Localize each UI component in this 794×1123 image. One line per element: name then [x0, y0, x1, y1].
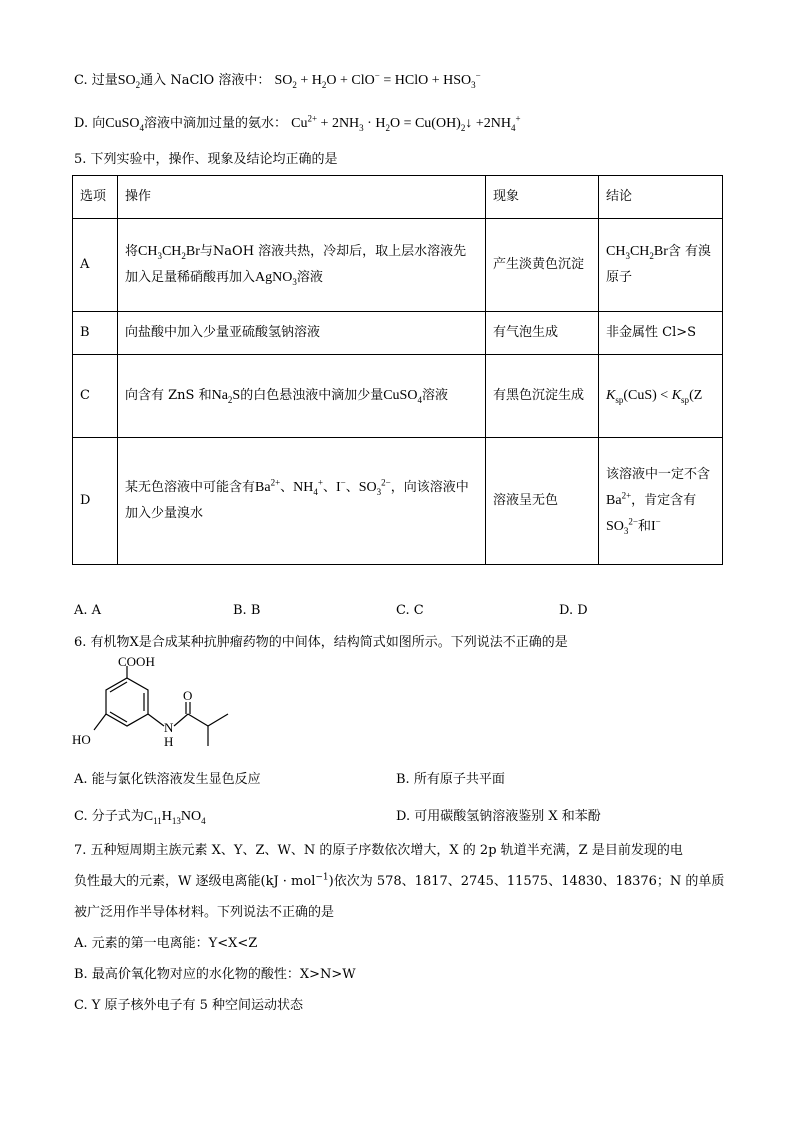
- s: 2: [181, 250, 186, 261]
- t: 、: [345, 480, 359, 495]
- bond: [94, 714, 106, 730]
- q7-stem-line1: 7. 五种短周期主族元素 X、Y、Z、W、N 的原子序数依次增大，X 的 2p 轨道半充满，Z 是目前发现的电: [74, 843, 683, 858]
- s: 4: [313, 486, 318, 497]
- s: 3: [623, 525, 629, 536]
- t: C: [143, 809, 154, 824]
- formula: [105, 116, 144, 131]
- formula: [606, 244, 668, 259]
- t: I: [651, 519, 656, 534]
- p: 2+: [621, 490, 632, 501]
- s: 4: [510, 122, 516, 133]
- s: 3: [157, 250, 162, 261]
- formula: [383, 388, 422, 403]
- s: 3: [376, 486, 382, 497]
- formula: [606, 516, 638, 536]
- bond: [188, 714, 208, 726]
- s: 4: [139, 122, 144, 133]
- t: O + ClO: [326, 73, 375, 88]
- formula: [606, 490, 632, 508]
- operation-cell: [118, 438, 486, 565]
- q4-option-d: [74, 115, 521, 133]
- conclusion-cell: [599, 355, 723, 438]
- formula: [144, 809, 206, 824]
- t: CH: [138, 244, 158, 259]
- q6-option-c: [74, 805, 206, 825]
- t: 将: [125, 244, 139, 259]
- t: SO: [358, 480, 377, 495]
- q5-option-b: B. B: [233, 603, 261, 618]
- formula: [138, 244, 200, 259]
- q6-option-d: D. 可用碳酸氢钠溶液鉴别 X 和苯酚: [396, 809, 601, 824]
- t: + H: [296, 73, 322, 88]
- t: + 2NH: [317, 116, 360, 131]
- experiment-table: [72, 175, 723, 565]
- t: SO: [606, 519, 624, 534]
- row-label: C: [73, 355, 118, 438]
- t: 的白色悬浊液中滴加少量: [240, 388, 384, 403]
- t: 向含有 ZnS 和: [125, 388, 212, 403]
- conclusion-cell: 非金属性 Cl>S: [599, 312, 723, 355]
- label-ho: HO: [72, 732, 91, 747]
- phenomenon-cell: 产生淡黄色沉淀: [486, 219, 599, 312]
- s: 4: [201, 815, 206, 826]
- s: 3: [471, 79, 476, 90]
- s: 2: [385, 122, 390, 133]
- text: NaClO: [170, 73, 215, 88]
- s: sp: [681, 394, 690, 405]
- formula: [255, 477, 281, 495]
- row-label: B: [73, 312, 118, 355]
- table-header-row: [73, 176, 723, 219]
- p: +: [515, 113, 521, 124]
- bond: [148, 714, 164, 726]
- t: CuSO: [105, 116, 140, 131]
- s: 2: [227, 394, 233, 405]
- table-row: [73, 438, 723, 565]
- t: ↓ +2NH: [465, 116, 511, 131]
- s: 2: [460, 122, 466, 133]
- q7-stem-line3: 被广泛用作半导体材料。下列说法不正确的是: [74, 905, 335, 920]
- s: 2: [649, 250, 654, 261]
- phenomenon-cell: 溶液呈无色: [486, 438, 599, 565]
- conclusion-cell: [599, 219, 723, 312]
- t: Ba: [255, 480, 271, 495]
- q6-stem: 6. 有机物X是合成某种抗肿瘤药物的中间体，结构简式如图所示。下列说法不正确的是: [74, 635, 568, 650]
- operation-cell: [118, 219, 486, 312]
- conclusion-cell: [599, 438, 723, 565]
- s: 4: [417, 394, 422, 405]
- bond: [174, 714, 188, 726]
- t: CuSO: [383, 388, 418, 403]
- t: S: [232, 388, 241, 403]
- t: 含 有溴原子: [606, 244, 712, 285]
- benzene-ring: [106, 678, 148, 726]
- t: · H: [363, 116, 386, 131]
- s: 11: [153, 815, 162, 826]
- p: 2−: [628, 516, 638, 527]
- t: SO: [117, 73, 136, 88]
- formula: [293, 477, 323, 497]
- t: CH: [161, 244, 182, 259]
- structure-diagram: [70, 656, 250, 751]
- t: Br: [185, 244, 200, 259]
- s: 3: [292, 276, 297, 287]
- s: 3: [359, 122, 364, 133]
- s: 2: [292, 79, 297, 90]
- t: ，肯定含有: [631, 493, 697, 508]
- q5-option-d: D. D: [559, 603, 588, 618]
- t: (Z: [689, 388, 703, 403]
- t: Cu: [291, 116, 308, 131]
- t: 和: [637, 519, 651, 534]
- t: I: [336, 480, 341, 495]
- q5-option-a: A. A: [74, 603, 102, 618]
- formula: [336, 477, 346, 495]
- t: K: [671, 388, 682, 403]
- q5-stem: 5. 下列实验中，操作、现象及结论均正确的是: [74, 152, 338, 167]
- header-cell: 操作: [118, 176, 486, 219]
- t: (CuS) <: [623, 388, 672, 403]
- q6-option-a: A. 能与氯化铁溶液发生显色反应: [74, 772, 261, 787]
- text: D. 向: [74, 116, 106, 131]
- phenomenon-cell: 有黑色沉淀生成: [486, 355, 599, 438]
- header-cell: 现象: [486, 176, 599, 219]
- equation: [291, 113, 521, 133]
- table-row: [73, 219, 723, 312]
- label-h: H: [164, 734, 174, 749]
- p: −: [655, 516, 661, 527]
- text: C. 过量: [74, 73, 118, 88]
- t: C. 分子式为: [74, 809, 144, 824]
- operation-cell: 向盐酸中加入少量亚硫酸氢钠溶液: [118, 312, 486, 355]
- formula: [118, 73, 140, 88]
- formula: [651, 516, 661, 534]
- t: NO: [180, 809, 202, 824]
- t: )依次为 578、1817、2745、11575、14830、18376；N 的单质: [328, 874, 725, 889]
- s: 2: [135, 79, 141, 90]
- t: 某无色溶液中可能含有: [125, 480, 256, 495]
- text: 通入: [140, 73, 167, 88]
- p: +: [317, 477, 323, 488]
- q7-option-b: B. 最高价氧化物对应的水化物的酸性：X>N>W: [74, 967, 356, 982]
- q5-option-c: C. C: [396, 603, 424, 618]
- p: −: [374, 70, 380, 81]
- formula: [358, 477, 391, 497]
- t: K: [606, 388, 616, 403]
- phenomenon-cell: 有气泡生成: [486, 312, 599, 355]
- t: 溶液: [421, 388, 448, 403]
- t: NH: [293, 480, 314, 495]
- formula: [212, 388, 241, 403]
- label-n: N: [164, 720, 174, 735]
- p: 2+: [270, 477, 281, 488]
- t: H: [161, 809, 172, 824]
- t: AgNO: [255, 270, 293, 285]
- q7-stem-line2: [74, 873, 724, 891]
- table-row: [73, 355, 723, 438]
- p: 2+: [307, 113, 318, 124]
- t: 负性最大的元素，W 逐级电离能(kJ · mol: [74, 874, 316, 889]
- q7-option-c: C. Y 原子核外电子有 5 种空间运动状态: [74, 998, 303, 1013]
- t: CH: [629, 244, 650, 259]
- s: sp: [615, 394, 624, 405]
- q4-option-c: [74, 72, 481, 90]
- t: Br: [653, 244, 668, 259]
- p: −: [475, 70, 481, 81]
- label-cooh: COOH: [118, 656, 155, 669]
- bond: [208, 714, 228, 726]
- t: 溶液: [296, 270, 323, 285]
- q7-option-a: A. 元素的第一电离能：Y<X<Z: [74, 936, 258, 951]
- header-cell: 选项: [73, 176, 118, 219]
- text: 溶液中滴加过量的氨水：: [143, 116, 287, 131]
- s: 3: [625, 250, 630, 261]
- row-label: A: [73, 219, 118, 312]
- header-cell: 结论: [599, 176, 723, 219]
- p: 2−: [381, 477, 391, 488]
- row-label: D: [73, 438, 118, 565]
- t: = HClO + HSO: [379, 73, 472, 88]
- equation: [274, 70, 481, 90]
- t: 该溶液中一定不含: [606, 467, 711, 482]
- p: −: [340, 477, 346, 488]
- t: 、: [322, 480, 336, 495]
- t: SO: [274, 73, 293, 88]
- t: ，向该溶液中加入少量溴水: [125, 480, 469, 521]
- text: 溶液中：: [218, 73, 271, 88]
- t: Na: [211, 388, 228, 403]
- t: 、: [280, 480, 294, 495]
- s: 2: [321, 79, 327, 90]
- operation-cell: [118, 355, 486, 438]
- table-row: [73, 312, 723, 355]
- t: 与NaOH 溶液共热，冷却后，取上层水溶液先加入足量稀硝酸再加入: [125, 244, 467, 285]
- formula: [606, 388, 702, 403]
- q6-option-b: B. 所有原子共平面: [396, 772, 505, 787]
- p: −1: [315, 872, 329, 883]
- s: 13: [171, 815, 181, 826]
- formula: [255, 270, 297, 285]
- t: O = Cu(OH): [389, 116, 461, 131]
- t: Ba: [606, 493, 622, 508]
- label-o: O: [183, 688, 193, 703]
- t: CH: [606, 244, 626, 259]
